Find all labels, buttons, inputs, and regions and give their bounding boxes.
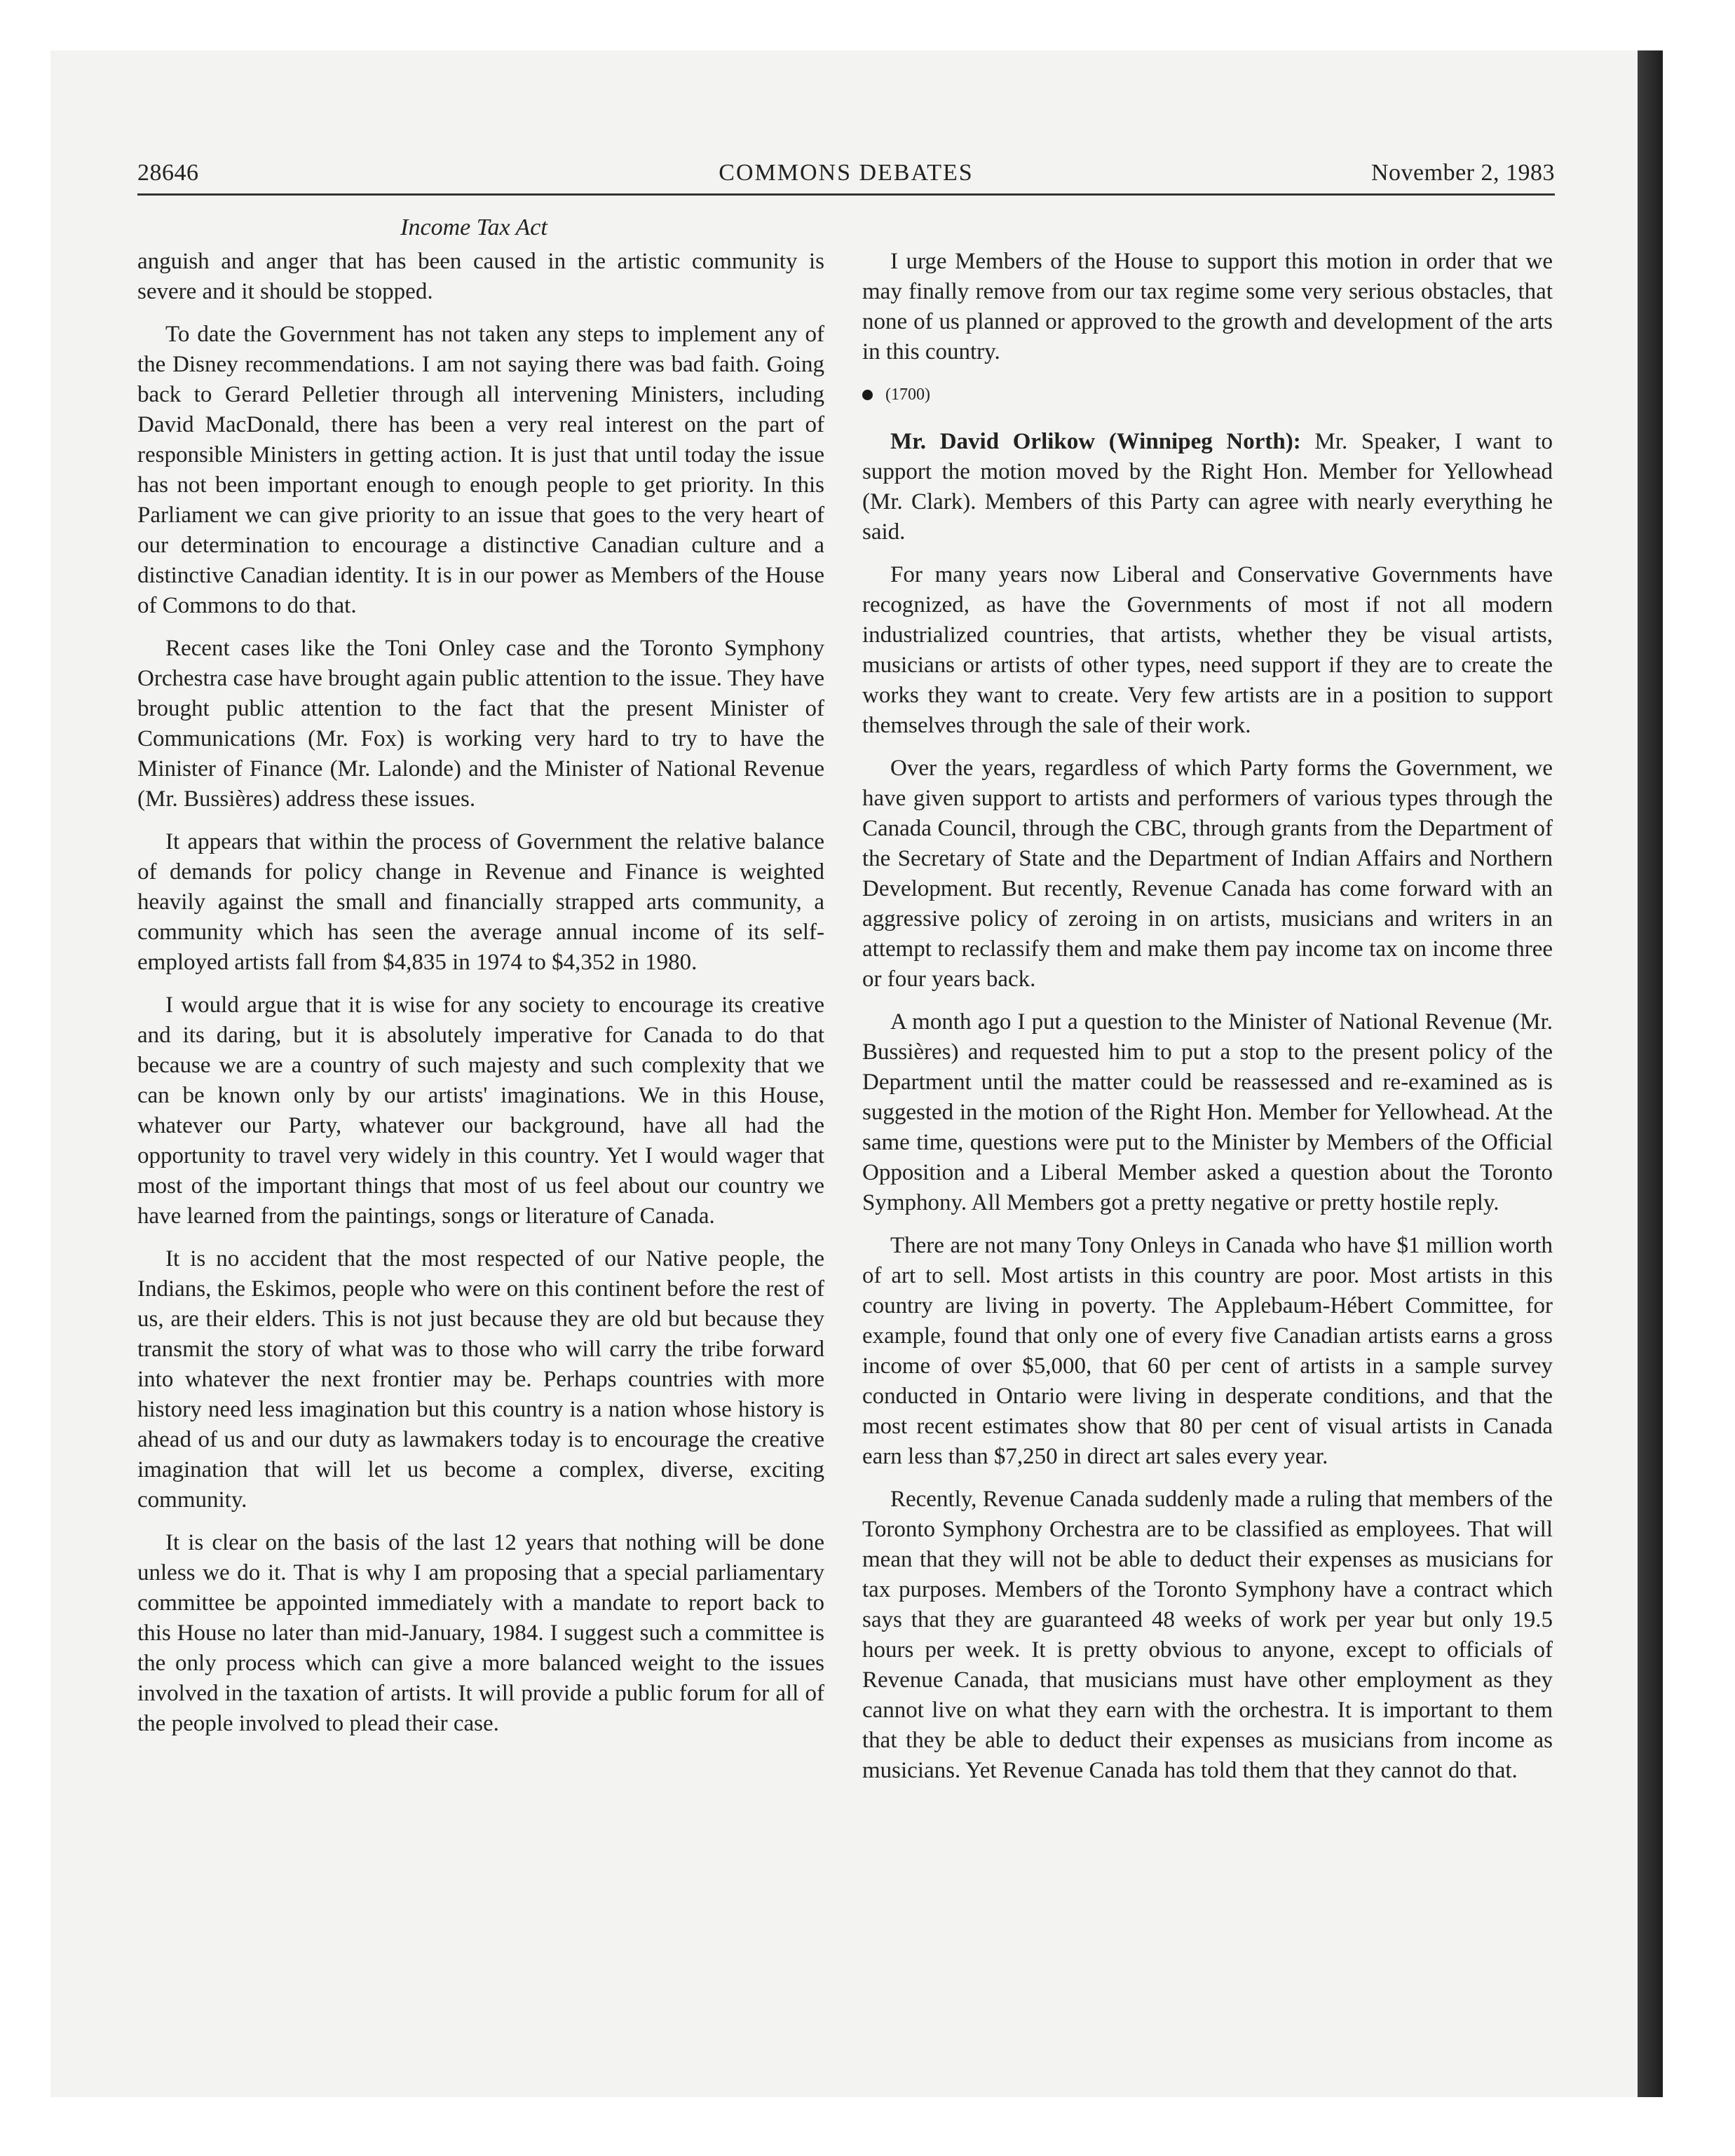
paragraph: It appears that within the process of Government the relative balance of demands for policy change in Revenue and Finance is weighted heavily against the small and financially strapped arts community, a community which has seen the average annual income of its self-employed artists fall from $4,835 in 1974 to $4,352 in 1980. xyxy=(137,829,824,975)
left-column xyxy=(137,247,824,1752)
paragraph: A month ago I put a question to the Minister of National Revenue (Mr. Bussières) and requested him to put a stop to the present policy of the Department until the matter could be reassessed and re-examined as is suggested in the motion of the Right Hon. Member for Yellowhead. At the same time, questions were put to the Minister by Members of the Official Opposition and a Liberal Member asked a question about the Toronto Symphony. All Members got a pretty negative or pretty hostile reply. xyxy=(862,1009,1553,1215)
page-number: 28646 xyxy=(137,160,199,186)
publication-title: COMMONS DEBATES xyxy=(719,160,974,186)
page-date: November 2, 1983 xyxy=(1370,160,1555,186)
paragraph: I urge Members of the House to support this motion in order that we may finally remove from our tax regime some very serious obstacles, that none of us planned or approved to the growth and development of the arts in this country. xyxy=(862,249,1553,364)
bullet-icon xyxy=(862,390,873,400)
paragraph: To date the Government has not taken any steps to implement any of the Disney recommendations. I am not saying there was bad faith. Going back to Gerard Pelletier through all intervening Ministers, including David MacDonald, there has been a very real interest on the part of responsible Ministers in getting action. It is just that until today the issue has not been important enough to enough people to get priority. In this Parliament we can give priority to an issue that goes to the very heart of our determination to encourage a distinctive Canadian culture and a distinctive Canadian identity. It is in our power as Members of the House of Commons to do that. xyxy=(137,322,824,618)
header-rule xyxy=(137,193,1555,196)
paragraph: anguish and anger that has been caused in the artistic community is severe and it should be stopped. xyxy=(137,249,824,304)
paragraph: Recent cases like the Toni Onley case and the Toronto Symphony Orchestra case have brought again public attention to the issue. They have brought public attention to the fact that the present Minister of Communications (Mr. Fox) is working very hard to try to have the Minister of Finance (Mr. Lalonde) and the Minister of National Revenue (Mr. Bussières) address these issues. xyxy=(137,636,824,812)
paragraph: I would argue that it is wise for any society to encourage its creative and its daring, but it is absolutely imperative for Canada to do that because we are a country of such majesty and such complexity that we can be known only by our artists' imaginations. We in this House, whatever our Party, whatever our background, have all had the opportunity to travel very widely in this country. Yet I would wager that most of the important things that most of us feel about our country we have learned from the paintings, songs or literature of Canada. xyxy=(137,992,824,1229)
speaker-text: Mr. Speaker, I want to support the motion moved by the Right Hon. Member for Yellowhead (Mr. Clark). Members of this Party can agree with nearly everything he said. xyxy=(862,429,1553,545)
scan-edge-shadow xyxy=(1638,50,1663,2097)
paragraph: It is no accident that the most respected of our Native people, the Indians, the Eskimos, people who were on this continent before the rest of us, are their elders. This is not just because they are old but because they transmit the story of what was to those who will carry the tribe forward into whatever the next frontier may be. Perhaps countries with more history need less imagination but this country is a nation whose history is ahead of us and our duty as lawmakers today is to encourage the creative imagination that will let us become a complex, diverse, exciting community. xyxy=(137,1246,824,1513)
time-marker xyxy=(862,380,1553,410)
paragraph: For many years now Liberal and Conservative Governments have recognized, as have the Governments of most if not all modern industrialized countries, that artists, whether they be visual artists, musicians or artists of other types, need support if they are to create the works they want to create. Very few artists are in a position to support themselves through the sale of their work. xyxy=(862,562,1553,738)
paragraph: Recently, Revenue Canada suddenly made a ruling that members of the Toronto Symphony Orchestra are to be classified as employees. That will mean that they will not be able to deduct their expenses as musicians for tax purposes. Members of the Toronto Symphony have a contract which says that they are guaranteed 48 weeks of work per year but only 19.5 hours per week. It is pretty obvious to anyone, except to officials of Revenue Canada, that musicians must have other employment as they cannot live on what they earn with the orchestra. It is important to them that they be able to deduct their expenses as musicians from income as musicians. Yet Revenue Canada has told them that they cannot do that. xyxy=(862,1487,1553,1783)
paragraph: Over the years, regardless of which Party forms the Government, we have given support to artists and performers of various types through the Canada Council, through the CBC, through grants from the Department of the Secretary of State and the Department of Indian Affairs and Northern Development. But recently, Revenue Canada has come forward with an aggressive policy of zeroing in on artists, musicians and writers in an attempt to reclassify them and make them pay income tax on income three or four years back. xyxy=(862,756,1553,992)
time-marker-label: (1700) xyxy=(885,386,930,404)
right-column xyxy=(862,247,1553,1799)
speaker-name: Mr. David Orlikow (Winnipeg North): xyxy=(890,429,1301,454)
page-header xyxy=(137,160,1555,192)
paragraph: It is clear on the basis of the last 12 years that nothing will be done unless we do it. That is why I am proposing that a special parliamentary committee be appointed immediately with a mandate to report back to this House no later than mid-January, 1984. I suggest such a committee is the only process which can give a more balanced weight to the issues involved in the taxation of artists. It will provide a public forum for all of the people involved to plead their case. xyxy=(137,1530,824,1736)
speaker-paragraph xyxy=(862,427,1553,547)
running-title: Income Tax Act xyxy=(400,214,547,240)
paragraph: There are not many Tony Onleys in Canada who have $1 million worth of art to sell. Most artists in this country are poor. Most artists in this country are living in poverty. The Applebaum-Hébert Committee, for example, found that only one of every five Canadian artists earns a gross income of over $5,000, that 60 per cent of artists in a sample survey conducted in Ontario were living in desperate conditions, and that the most recent estimates show that 80 per cent of visual artists in Canada earn less than $7,250 in direct art sales every year. xyxy=(862,1233,1553,1469)
